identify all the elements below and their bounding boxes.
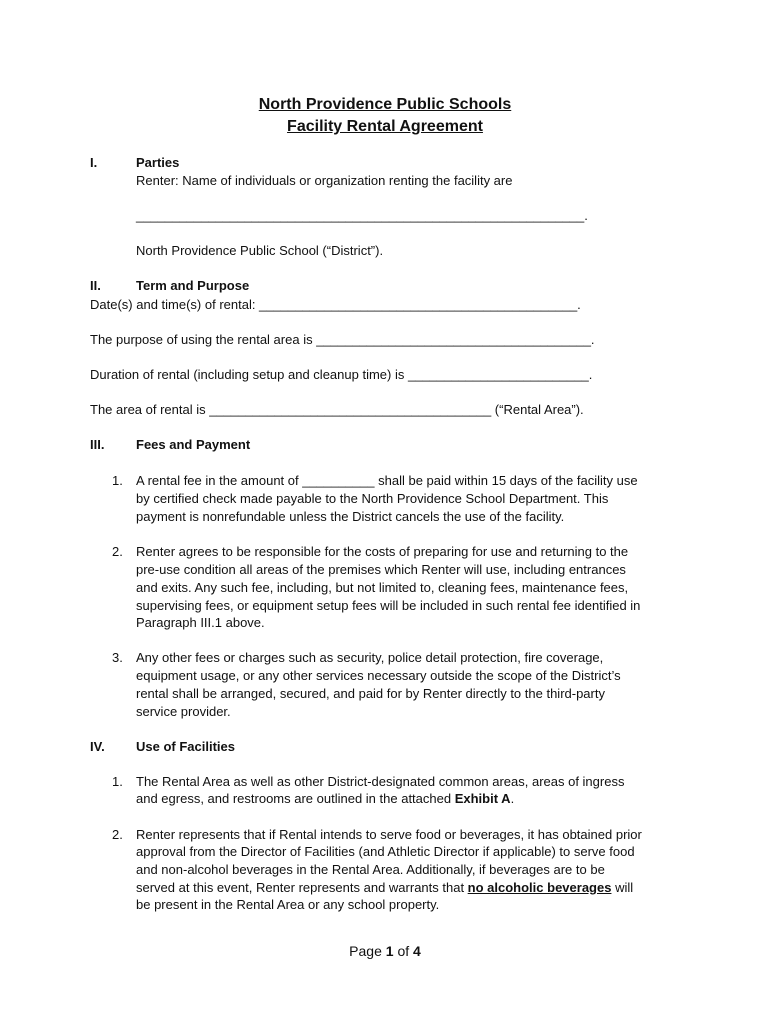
section3-heading: Fees and Payment: [136, 437, 251, 452]
rental-area-line: The area of rental is _______________________________________ (“Rental Area”).: [90, 402, 584, 417]
section1-numeral: I.: [90, 155, 98, 170]
page-current: 1: [385, 943, 394, 959]
use-item2-line5: be present in the Rental Area or any school property.: [136, 897, 440, 912]
use-item1-number: 1.: [112, 774, 123, 789]
section3-numeral: III.: [90, 437, 105, 452]
fee-item1-line3: payment is nonrefundable unless the District cancels the use of the facility.: [136, 509, 565, 524]
section1-heading: Parties: [136, 155, 180, 170]
rental-duration-line: Duration of rental (including setup and cleanup time) is _________________________.: [90, 367, 593, 382]
fee-item3-line1: Any other fees or charges such as security, police detail protection, fire coverage,: [136, 650, 604, 665]
fee-item1-number: 1.: [112, 473, 123, 488]
fee-item3-line2: equipment usage, or any other services necessary outside the scope of the District’s: [136, 668, 621, 683]
fee-item2-line2: pre-use condition all areas of the premises which Renter will use, including entrances: [136, 562, 626, 577]
district-line: North Providence Public School (“District”).: [136, 243, 384, 258]
use-item2-line2: approval from the Director of Facilities (and Athletic Director if applicable) to serve food: [136, 844, 635, 859]
page-label: Page: [349, 943, 386, 959]
fee-item1-line1: A rental fee in the amount of __________ shall be paid within 15 days of the facility use: [136, 473, 638, 488]
page-number: [0, 942, 770, 960]
use-item1-line2-end: .: [510, 791, 515, 806]
page-total: 4: [413, 943, 421, 959]
rental-purpose-line: The purpose of using the rental area is ______________________________________.: [90, 332, 595, 347]
renter-name-blank: ______________________________________________________________.: [136, 208, 588, 223]
rental-dates-line: Date(s) and time(s) of rental: ____________________________________________.: [90, 297, 581, 312]
section4-heading: Use of Facilities: [136, 739, 235, 754]
use-item1-line2-text: and egress, and restrooms are outlined in the attached: [136, 791, 455, 806]
fee-item1-line2: by certified check made payable to the North Providence School Department. This: [136, 491, 609, 506]
fee-item3-line3: rental shall be arranged, secured, and paid for by Renter directly to the third-party: [136, 686, 605, 701]
section2-heading: Term and Purpose: [136, 278, 250, 293]
use-item2-line1: Renter represents that if Rental intends to serve food or beverages, it has obtained prior: [136, 827, 642, 842]
use-item2-line4: [136, 879, 633, 897]
exhibit-a-reference: Exhibit A: [454, 791, 511, 806]
fee-item3-line4: service provider.: [136, 704, 231, 719]
section4-numeral: IV.: [90, 739, 105, 754]
fee-item2-number: 2.: [112, 544, 123, 559]
document-title-line2: Facility Rental Agreement: [287, 118, 483, 135]
use-item2-line4-text: served at this event, Renter represents and warrants that: [136, 880, 468, 895]
use-item2-line4-end: will: [611, 880, 634, 895]
document-title-line1: North Providence Public Schools: [258, 96, 512, 113]
use-item2-line3: and non-alcohol beverages in the Rental Area. Additionally, if beverages are to be: [136, 862, 605, 877]
fee-item3-number: 3.: [112, 650, 123, 665]
page-of: of: [393, 943, 414, 959]
use-item1-line2: [136, 790, 514, 808]
no-alcohol-emphasis: no alcoholic beverages: [467, 880, 612, 895]
use-item1-line1: The Rental Area as well as other District-designated common areas, areas of ingress: [136, 774, 625, 789]
section2-numeral: II.: [90, 278, 101, 293]
use-item2-number: 2.: [112, 827, 123, 842]
renter-line: Renter: Name of individuals or organization renting the facility are: [136, 173, 513, 188]
fee-item2-line3: and exits. Any such fee, including, but not limited to, cleaning fees, maintenance fees,: [136, 580, 629, 595]
fee-item2-line1: Renter agrees to be responsible for the costs of preparing for use and returning to the: [136, 544, 629, 559]
fee-item2-line4: supervising fees, or equipment setup fees will be included in such rental fee identified in: [136, 598, 641, 613]
fee-item2-line5: Paragraph III.1 above.: [136, 615, 265, 630]
